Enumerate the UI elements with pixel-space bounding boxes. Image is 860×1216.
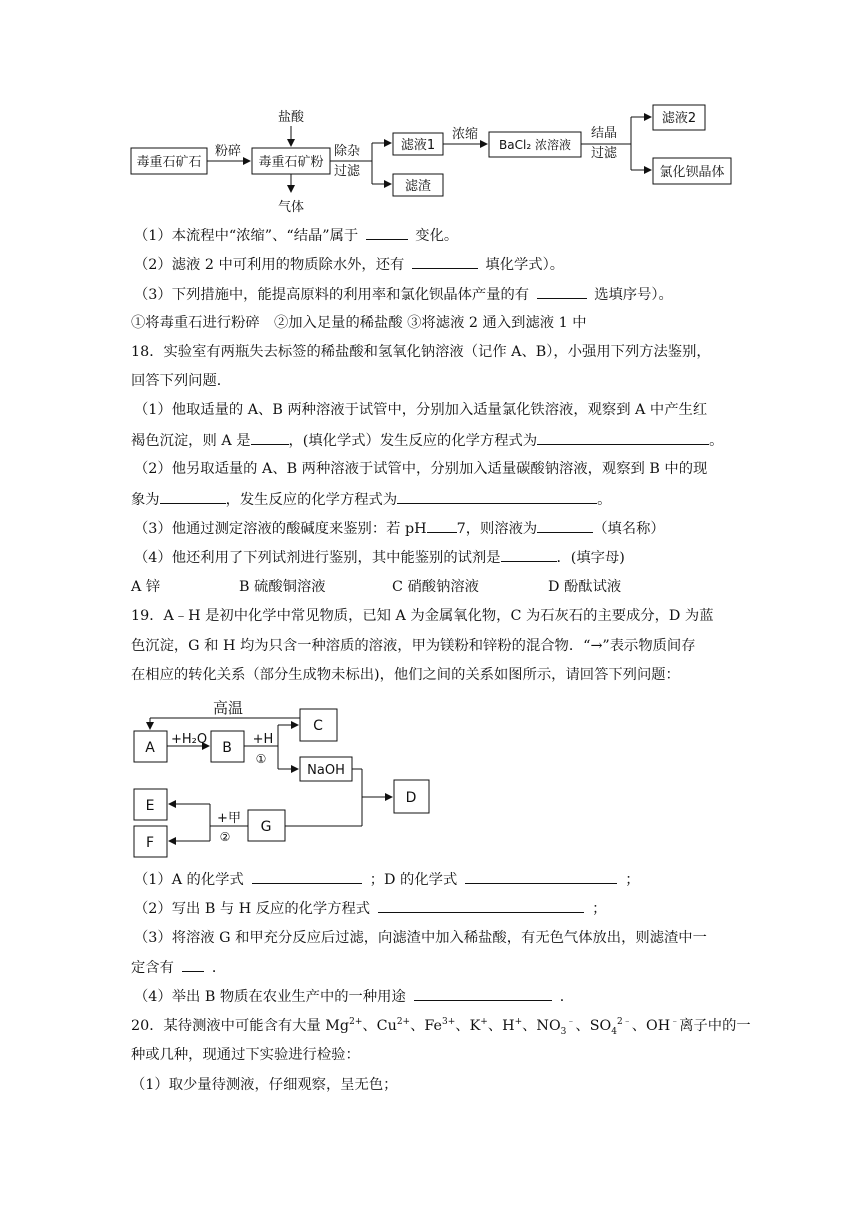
q19-p4-text-b: ． (559, 989, 575, 1005)
ion-charge: 2﹣ (616, 1017, 632, 1028)
answer-blank[interactable] (397, 489, 597, 504)
q20-stem-line2: 种或几种，现通过下实验进行检验： (131, 1047, 360, 1063)
box-filtrate1-label: 滤液1 (400, 138, 436, 153)
label-step-1: ① (255, 752, 267, 766)
q18-p4 (134, 547, 625, 568)
q19-p1-text-a: （1）A 的化学式 (134, 872, 244, 888)
q17-p3-text: （3）下列措施中，能提高原料的利用率和氯化钡晶体产量的有 (134, 287, 530, 303)
q20-text-b: 离子中的一 (679, 1018, 751, 1034)
label-filter-b: 过滤 (333, 164, 361, 179)
q18-option-a: A 锌 (131, 579, 161, 595)
q18-option-b: B 硫酸铜溶液 (239, 579, 326, 595)
ion-charge: 3+ (442, 1017, 456, 1028)
q18-p3-text-c: （填名称） (593, 521, 665, 537)
box-residue-label: 滤渣 (404, 179, 432, 194)
answer-blank[interactable] (414, 986, 552, 1001)
q19-p4 (134, 986, 574, 1007)
q18-stem-line1: 18．实验室有两瓶失去标签的稀盐酸和氢氧化钠溶液（记作 A、B），小强用下列方法鉴别， (131, 344, 711, 360)
box-b-label: B (222, 740, 232, 756)
label-gas: 气体 (277, 200, 305, 215)
q17-p3-suffix: 选填序号）。 (594, 287, 673, 303)
label-step-2: ② (219, 830, 231, 844)
answer-blank[interactable] (412, 254, 478, 269)
q19-p3-text-a: 定含有 (131, 960, 174, 976)
box-naoh (300, 757, 352, 781)
q18-p2-line1: （2）他另取适量的 A、B 两种溶液于试管中，分别加入适量碳酸钠溶液，观察到 B 中的现 (134, 461, 708, 477)
label-plus-jia: +甲 (217, 811, 241, 826)
answer-blank[interactable] (160, 489, 226, 504)
q18-p1-text-b: ，(填化学式）发生反应的化学方程式为 (288, 433, 538, 449)
q20-sep: 、NO (522, 1018, 561, 1034)
answer-blank[interactable] (366, 225, 408, 240)
q19-p2-text-b: ； (592, 901, 607, 917)
q20-sep: 、SO (575, 1018, 612, 1034)
ion-subscript: 3 (560, 1026, 567, 1037)
box-f (134, 826, 167, 857)
q17-p1-suffix: 变化。 (415, 228, 459, 244)
answer-blank[interactable] (537, 430, 709, 445)
ion-charge: ﹣ (566, 1017, 576, 1028)
box-ore-label: 毒重石矿石 (136, 155, 202, 170)
q18-p3-text-a: （3）他通过测定溶液的酸碱度来鉴别：若 pH (134, 521, 427, 537)
q19-p3-line1: （3）将溶液 G 和甲充分反应后过滤，向滤渣中加入稀盐酸，有无色气体放出，则滤渣中一 (134, 930, 707, 946)
q20-text-a: 20．某待测液中可能含有大量 Mg (131, 1018, 350, 1034)
q18-p2-line2 (131, 489, 611, 510)
q17-part3 (134, 284, 673, 305)
ion-charge: ﹣ (670, 1017, 680, 1028)
box-c (300, 709, 337, 741)
label-cryst-b: 过滤 (590, 146, 618, 161)
q20-p1: （1）取少量待测液，仔细观察，呈无色； (131, 1077, 398, 1093)
q18-p4-text-a: （4）他还利用了下列试剂进行鉴别，其中能鉴别的试剂是 (134, 550, 501, 566)
answer-blank[interactable] (465, 869, 617, 884)
box-g-label: G (260, 819, 272, 835)
box-a-label: A (145, 740, 155, 756)
q19-p4-text-a: （4）举出 B 物质在农业生产中的一种用途 (134, 989, 406, 1005)
label-high-temp: 高温 (212, 699, 244, 717)
box-e-label: E (145, 798, 155, 814)
box-d (394, 780, 429, 813)
q18-p1-line2 (131, 430, 723, 451)
q17-p2-suffix: 填化学式）。 (485, 257, 565, 273)
q17-part2 (134, 254, 564, 275)
q18-p4-text-b: ．(填字母) (556, 550, 625, 566)
answer-blank[interactable] (427, 518, 457, 533)
ion-charge: 2+ (396, 1017, 411, 1028)
q17-options: ①将毒重石进行粉碎 ②加入足量的稀盐酸 ③将滤液 2 通入到滤液 1 中 (131, 315, 587, 331)
q20-sep: 、Cu (362, 1018, 397, 1034)
box-b (211, 731, 244, 762)
box-filtrate2-label: 滤液2 (661, 111, 697, 126)
q19-p2 (134, 898, 606, 919)
q18-p3-text-b: 7，则溶液为 (456, 521, 538, 537)
label-plus-h: +H (252, 732, 274, 747)
label-concentrate: 浓缩 (451, 127, 479, 142)
box-bacl2-label: BaCl₂ 浓溶液 (499, 138, 571, 152)
q18-p2-text-a: 象为 (131, 492, 160, 508)
label-plus-h2o: +H₂O (170, 732, 208, 747)
q19-p3-text-b: ． (211, 960, 227, 976)
q17-p2-text: （2）滤液 2 中可利用的物质除水外，还有 (134, 257, 405, 273)
label-filter-a: 除杂 (333, 144, 361, 159)
ion-charge: 2+ (349, 1017, 363, 1028)
answer-blank[interactable] (182, 957, 204, 972)
answer-blank[interactable] (378, 898, 584, 913)
q18-p3 (134, 518, 665, 539)
box-crystal-label: 氯化钡晶体 (659, 165, 725, 180)
box-d-label: D (405, 790, 417, 806)
box-powder-label: 毒重石矿粉 (258, 155, 324, 170)
box-a (134, 731, 167, 762)
q18-p2-text-c: 。 (597, 492, 612, 508)
q19-stem-line1: 19．A﹣H 是初中化学中常见物质，已知 A 为金属氧化物，C 为石灰石的主要成分，D 为蓝 (131, 608, 714, 624)
answer-blank[interactable] (251, 430, 289, 445)
q18-p1-text-a: 褐色沉淀，则 A 是 (131, 433, 251, 449)
q20-stem-line1 (131, 1016, 751, 1036)
q18-p1-line1: （1）他取适量的 A、B 两种溶液于试管中，分别加入适量氯化铁溶液，观察到 A 中产生红 (134, 402, 708, 418)
q18-p2-text-b: ，发生反应的化学方程式为 (225, 492, 398, 508)
q19-p1-text-b: ；D 的化学式 (369, 872, 458, 888)
q18-option-d: D 酚酞试液 (548, 579, 622, 595)
ion-charge: + (514, 1017, 523, 1028)
answer-blank[interactable] (501, 547, 557, 562)
answer-blank[interactable] (252, 869, 362, 884)
q18-option-c: C 硝酸钠溶液 (392, 579, 479, 595)
label-hcl: 盐酸 (277, 110, 305, 125)
q20-sep: 、H (487, 1018, 515, 1034)
ion-charge: + (480, 1017, 488, 1028)
q20-sep: 、Fe (410, 1018, 443, 1034)
q20-sep: 、OH (631, 1018, 671, 1034)
q19-stem-line3: 在相应的转化关系（部分生成物未标出)，他们之间的关系如图所示，请回答下列问题： (131, 667, 680, 683)
label-crush: 粉碎 (214, 144, 242, 159)
q19-p3-line2 (131, 957, 226, 978)
box-g (248, 810, 285, 841)
q19-stem-line2: 色沉淀，G 和 H 均为只含一种溶质的溶液，甲为镁粉和锌粉的混合物．“→”表示物质间存 (131, 638, 696, 654)
box-f-label: F (145, 835, 155, 851)
label-cryst-a: 结晶 (590, 126, 618, 141)
q17-part1 (134, 225, 458, 246)
ion-subscript: 4 (611, 1026, 617, 1037)
answer-blank[interactable] (537, 518, 593, 533)
q17-p1-text: （1）本流程中“浓缩”、“结晶”属于 (134, 228, 359, 244)
q19-p2-text-a: （2）写出 B 与 H 反应的化学方程式 (134, 901, 371, 917)
q19-p1-text-c: ； (625, 872, 640, 888)
q18-options (131, 577, 621, 597)
box-naoh-label: NaOH (307, 763, 345, 778)
box-c-label: C (313, 718, 323, 734)
q18-p1-text-c: 。 (709, 433, 724, 449)
box-e (134, 789, 167, 820)
q18-stem-line2: 回答下列问题． (131, 373, 232, 389)
q19-p1 (134, 869, 640, 890)
flow-diagram-barium (0, 0, 860, 230)
q20-sep: 、K (455, 1018, 481, 1034)
answer-blank[interactable] (537, 284, 587, 299)
